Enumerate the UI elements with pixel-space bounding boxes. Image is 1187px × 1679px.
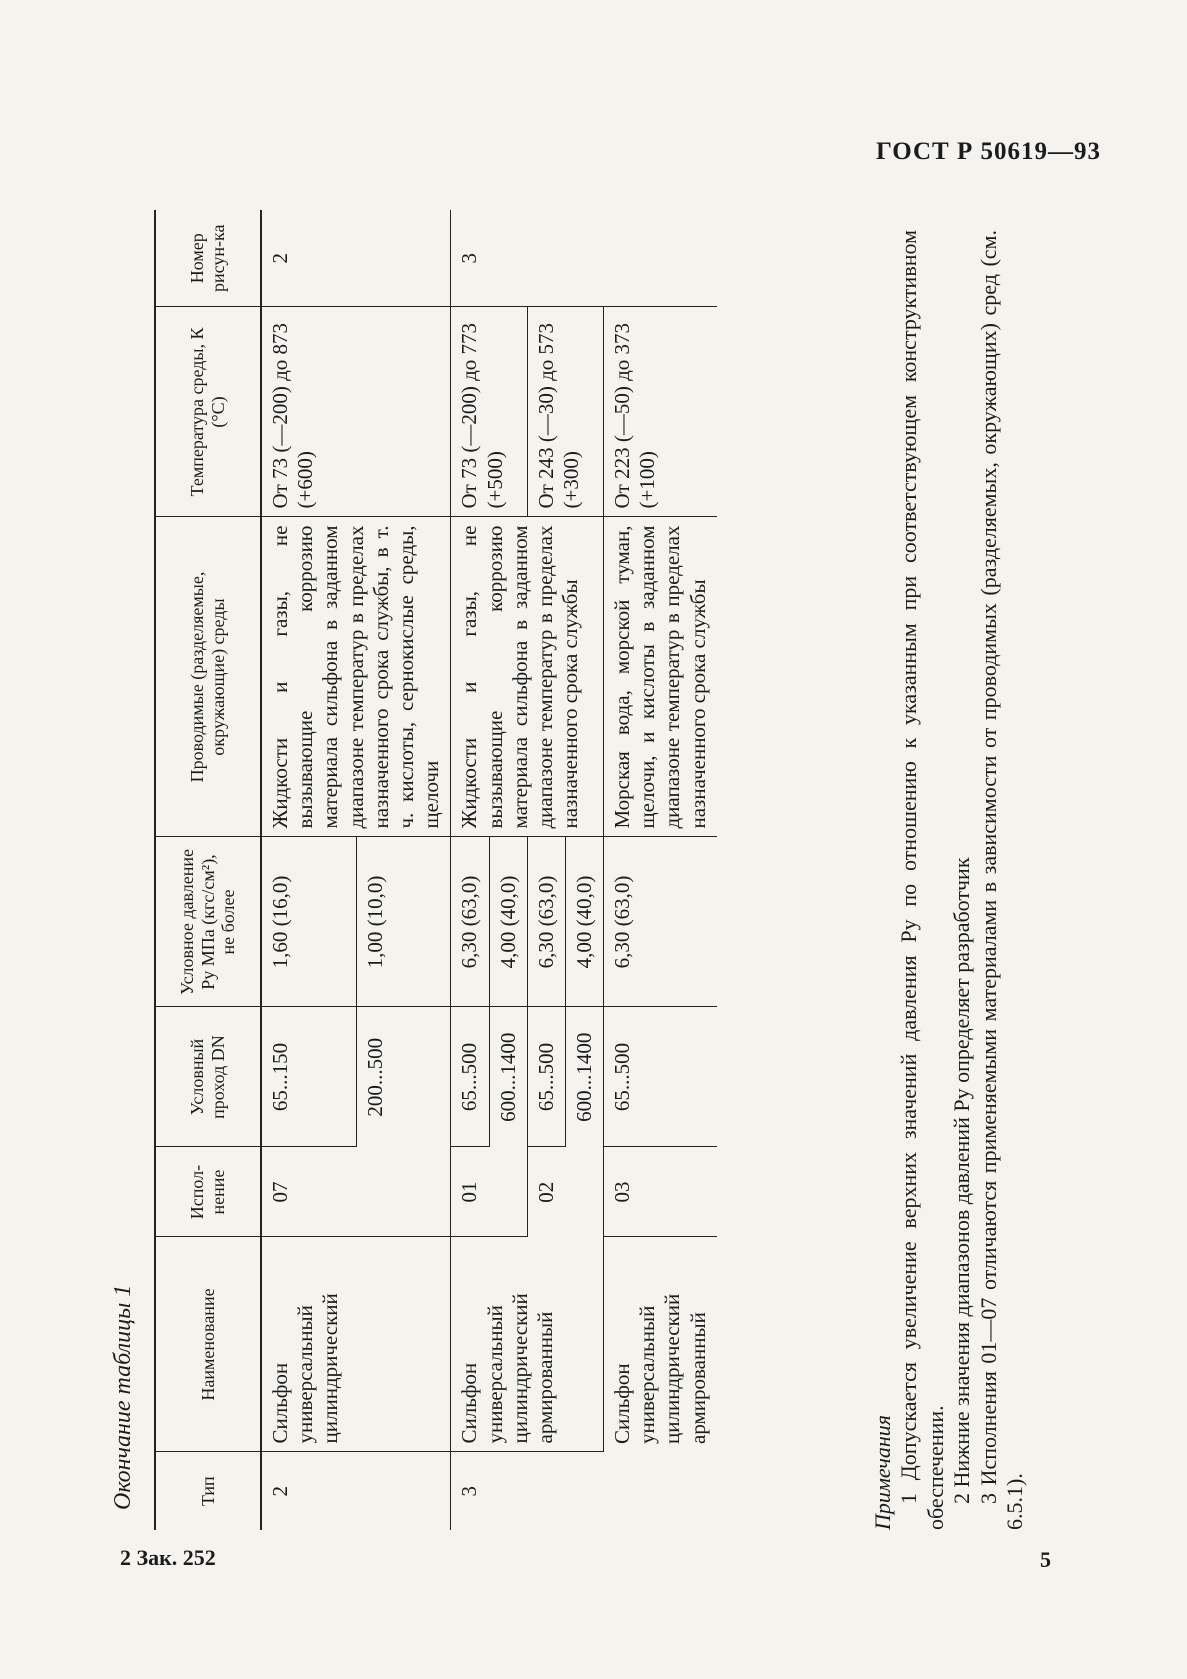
- cell-pressure: 4,00 (40,0): [489, 837, 527, 1007]
- header-media: Проводимые (разделяемые, окружающие) среды: [155, 517, 261, 837]
- cell-name: Сильфон универсальный цилиндрический армированный: [451, 1237, 604, 1452]
- table-header-row: [155, 210, 261, 1530]
- table-notes: [870, 230, 1028, 1530]
- cell-pressure: 1,60 (16,0): [261, 837, 357, 1007]
- cell-temperature: От 243 (—30) до 573 (+300): [527, 307, 603, 517]
- note-item: 1 Допускается увеличение верхних значений давления Pу по отношению к указанным при соответствующем конструктивном обеспечении.: [896, 230, 948, 1530]
- cell-pressure: 6,30 (63,0): [527, 837, 565, 1007]
- cell-figure: 3: [451, 210, 717, 307]
- header-name: Наименование: [155, 1237, 261, 1452]
- footer-order-number: 2 Зак. 252: [120, 1545, 216, 1570]
- note-item: 2 Нижние значения диапазонов давлений Pу определяет разработчик: [949, 857, 975, 1504]
- cell-version: 03: [604, 1147, 717, 1237]
- cell-media: Морская вода, морской туман, щелочи, и кислоты в заданном диапазоне температур в пределах назначенного срока службы: [604, 517, 717, 837]
- cell-type: 2: [268, 1486, 292, 1497]
- table-row: [261, 210, 357, 1530]
- document-code: ГОСТ Р 50619—93: [875, 138, 1101, 165]
- cell-dn: 65...500: [604, 1007, 717, 1147]
- notes-title: Примечания: [870, 1414, 895, 1530]
- cell-dn: 200...500: [357, 1007, 451, 1147]
- page-number: 5: [1040, 1547, 1051, 1572]
- table-caption: Окончание таблицы 1: [110, 1284, 136, 1510]
- cell-dn: 600...1400: [489, 1007, 527, 1147]
- cell-version: 01: [451, 1147, 527, 1237]
- cell-version: 07: [261, 1147, 451, 1237]
- header-pressure: Условное давление Pу МПа (кгс/см²), не более: [155, 837, 261, 1007]
- cell-name: Сильфон универсальный цилиндрический: [261, 1237, 451, 1452]
- specification-table: [154, 210, 717, 1530]
- cell-dn: 600...1400: [565, 1007, 603, 1147]
- header-dn: Условный проход DN: [155, 1007, 261, 1147]
- cell-pressure: 4,00 (40,0): [565, 837, 603, 1007]
- cell-media: Жидкости и газы, не вызывающие коррозию материала сильфона в заданном диапазоне температур в пределах назначенного срока службы, в т. ч. кислоты, сернокислые среды, щелочи: [261, 517, 451, 837]
- note-item: 3 Исполнения 01—07 отличаются применяемыми материалами в зависимости от проводимых (разделяемых, окружающих) сред (см. 6.5.1).: [975, 230, 1027, 1530]
- cell-type: 3: [451, 1452, 717, 1530]
- cell-media: Жидкости и газы, не вызывающие коррозию материала сильфона в заданном диапазоне температур в пределах назначенного срока службы: [451, 517, 604, 837]
- cell-version: 02: [527, 1147, 603, 1237]
- cell-figure: 2: [261, 210, 451, 307]
- cell-pressure: 6,30 (63,0): [604, 837, 717, 1007]
- table-row: [604, 210, 717, 1530]
- header-figure: Номер рисун-ка: [155, 210, 261, 307]
- cell-pressure: 1,00 (10,0): [357, 837, 451, 1007]
- cell-temperature: От 73 (—200) до 873 (+600): [261, 307, 451, 517]
- header-type: Тип: [155, 1452, 261, 1530]
- table-row: [451, 210, 489, 1530]
- cell-dn: 65...500: [527, 1007, 565, 1147]
- header-version: Испол-нение: [155, 1147, 261, 1237]
- cell-temperature: От 73 (—200) до 773 (+500): [451, 307, 527, 517]
- cell-name: Сильфон универсальный цилиндрический армированный: [604, 1237, 717, 1452]
- cell-dn: 65...150: [261, 1007, 357, 1147]
- cell-dn: 65...500: [451, 1007, 489, 1147]
- header-temperature: Температура среды, К (°С): [155, 307, 261, 517]
- cell-temperature: От 223 (—50) до 373 (+100): [604, 307, 717, 517]
- rotated-content: [110, 210, 1030, 1530]
- cell-pressure: 6,30 (63,0): [451, 837, 489, 1007]
